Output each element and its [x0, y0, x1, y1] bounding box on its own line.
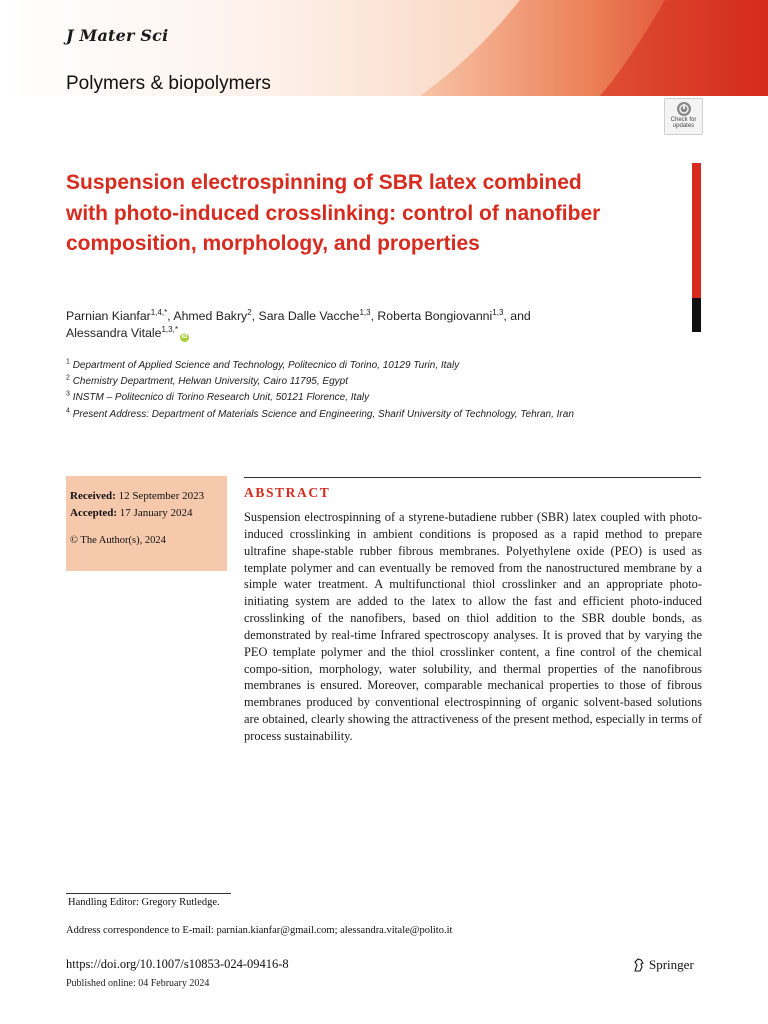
check-updates-icon [676, 101, 692, 117]
doi-link[interactable]: https://doi.org/10.1007/s10853-024-09416-8 [66, 957, 289, 971]
published-date: Published online: 04 February 2024 [66, 978, 210, 989]
affiliation-item [66, 407, 686, 423]
affiliation-item [66, 374, 686, 390]
affiliation-num: 1 [66, 358, 70, 366]
author-name: Roberta Bongiovanni [377, 309, 493, 323]
affiliation-item [66, 390, 686, 406]
publisher-logo [632, 957, 694, 973]
affiliation-num: 4 [66, 407, 70, 415]
author-affil-sup: 1,3 [359, 307, 371, 317]
author-list: Parnian Kianfar$^{1,4,*}$, Ahmed Bakry$^2$, Sara Dalle Vacche$^{1,3}$, Roberta Bongiovanni$^{1,3}$, and Alessandra Vitale$^{1,3,*}$iD [66, 307, 531, 340]
received-value: 12 September 2023 [118, 490, 205, 502]
check-updates-line2: updates [672, 123, 695, 129]
article-dates-box [66, 476, 227, 571]
orcid-icon[interactable]: iD [181, 334, 188, 340]
affiliation-num: 2 [66, 374, 70, 382]
author-affil-sup: 1,3 [492, 307, 504, 317]
affiliation-item [66, 358, 686, 374]
correspondence-address[interactable]: Address correspondence to E-mail: parnian.kianfar@gmail.com; alessandra.vitale@polito.it [66, 925, 453, 936]
abstract-text: Suspension electrospinning of a styrene-butadiene rubber (SBR) latex coupled with photo-induced crosslinking in ambient conditions is proposed as a rapid method to prepare ultrafine shape-stable rubber fibrous membranes. Polyethylene oxide (PEO) is used as template polymer and can eventually be removed from the nanostructured membrane by a simple water treatment. A multifunctional thiol crosslinker and an appropriate photo-initiating system are added to the latex to allow the fast and efficient photo-induced crosslinking of the nanofibers, based on thiol addition to the SBR double bonds, as demonstrated by real-time Infrared spectroscopy analyses. It is proved that by varying the PEO template polymer and the thiol crosslinker content, a fine control of the chemical compo-sition, morphology, water solubility, and thermal properties of the nanofibrous membranes is ensured. Moreover, comparable mechanical properties to those of fibrous membranes produced by conventional electrospinning of organic solvent-based solutions are obtained, clearly showing the attractiveness of the present method, especially in terms of process sustainability. [244, 510, 702, 743]
author-name: Alessandra Vitale [66, 326, 162, 340]
affiliations [66, 358, 686, 423]
handling-editor: Handling Editor: Gregory Rutledge. [68, 897, 220, 908]
author-affil-sup: 1,4,* [150, 307, 168, 317]
accepted-date [70, 505, 227, 522]
author-name: Ahmed Bakry [173, 309, 248, 323]
author-and: and [510, 309, 531, 323]
author-name: Sara Dalle Vacche [258, 309, 360, 323]
affiliation-text: Department of Applied Science and Technology, Politecnico di Torino, 10129 Turin, Italy [72, 360, 460, 371]
abstract-heading: ABSTRACT [244, 485, 331, 500]
journal-name: J Mater Sci [66, 26, 169, 45]
publisher-name: Springer [649, 957, 694, 972]
accepted-label: Accepted: [70, 506, 118, 519]
check-updates-line1: Check for [670, 117, 697, 123]
springer-horse-icon [632, 958, 646, 972]
affiliation-text: INSTM – Politecnico di Torino Research Unit, 50121 Florence, Italy [72, 392, 370, 404]
author-name: Parnian Kianfar [66, 309, 151, 323]
author-affil-sup: 1,3,* [161, 324, 178, 334]
side-accent-bar-black [692, 298, 701, 332]
section-heading: Polymers & biopolymers [66, 73, 271, 94]
check-for-updates-badge[interactable] [664, 98, 703, 135]
author-affil-sup: 2 [247, 307, 252, 317]
abstract-divider [244, 477, 701, 478]
affiliation-text: Chemistry Department, Helwan University, Cairo 11795, Egypt [72, 376, 348, 388]
accepted-value: 17 January 2024 [119, 506, 193, 519]
received-date [70, 488, 227, 505]
article-title: Suspension electrospinning of SBR latex combined with photo-induced crosslinking: control of nanofiber composition, morphology, and properties [66, 171, 601, 255]
affiliation-text: Present Address: Department of Materials Science and Engineering, Sharif University of Technology, Tehran, Iran [72, 408, 574, 420]
footnote-divider [66, 893, 231, 894]
copyright-notice: © The Author(s), 2024 [70, 535, 166, 546]
received-label: Received: [70, 490, 116, 502]
side-accent-bar-red [692, 163, 701, 298]
affiliation-num: 3 [66, 391, 70, 399]
